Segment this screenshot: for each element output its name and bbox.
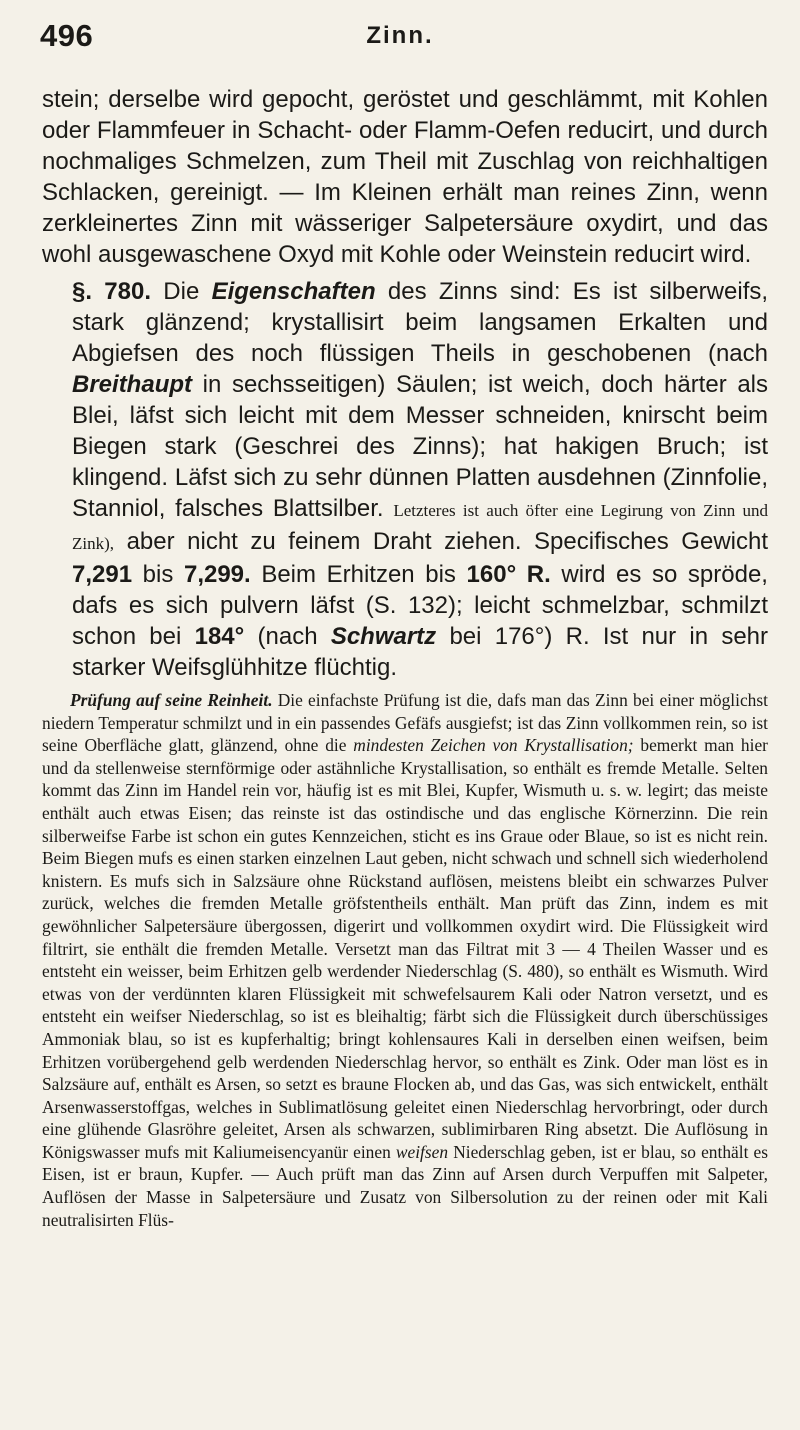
section-number: §. 780.	[72, 278, 151, 305]
running-head: Zinn.	[366, 22, 434, 49]
page-header	[40, 18, 760, 58]
text-run: bei 176°) R. Ist nur in sehr starker Weifsglühhitze flüchtig.	[72, 623, 769, 681]
text-run: des Zinns sind: Es ist silberweifs, stark glänzend; krystallisirt beim langsamen Erkalten und Abgiefsen des noch flüssigen Theils in geschobenen (nach	[72, 278, 769, 367]
italic-phrase: mindesten Zeichen von Krystallisation;	[353, 735, 634, 756]
text-run: (nach	[257, 623, 318, 650]
text-run: Die	[163, 278, 200, 305]
text-run: Die einfachste Prüfung ist die, dafs man das Zinn bei einer möglichst niedern Temperatur schmilzt und in ein passendes Gefäfs ausgiefst; ist das Zinn vollkommen rein, so ist seine Oberfläche glatt, glänzend, ohne die	[42, 690, 768, 756]
small-note: Letzteres ist auch öfter eine Legirung von Zinn und Zink),	[72, 501, 768, 553]
text-run: wird es so spröde, dafs es sich pulvern läfst (S. 132); leicht schmelzbar, schmilzt schon bei	[72, 561, 768, 650]
purity-test-paragraph	[42, 689, 768, 1231]
specific-gravity-high: 7,299.	[183, 561, 251, 588]
text-run: Niederschlag geben, ist er blau, so enthält es Eisen, ist er braun, Kupfer. — Auch prüft man das Zinn auf Arsen durch Verpuffen mit Salpeter, Auflösen der Masse in Salpetersäure und Zusatz von Silbersolution zu der reinen oder mit Kali neutralisirten Flüs-	[42, 1141, 768, 1230]
page-number: 496	[40, 18, 94, 53]
text-run: bemerkt man hier und da stellenweise sternförmige oder astähnliche Krystallisation, so enthält es fremde Metalle. Selten kommt das Zinn im Handel rein vor, häufig ist es mit Blei, Kupfer, Wismuth u. s. w. legirt; das meiste enthält auch etwas Eisen; das reinste ist das ostindische und das englische Körnerzinn. Die rein silberweifse Farbe ist schon ein gutes Kennzeichen, sticht es ins Graue oder Blaue, so ist es nicht rein. Beim Biegen mufs es einen starken einzelnen Laut geben, nicht schwach und schnell sich wiederholend knistern. Es mufs sich in Salzsäure ohne Rückstand auflösen, meistens bleibt ein schwarzes Pulver zurück, welches die fremden Metalle gröfstentheils enthält. Man prüft das Zinn, indem es mit gewöhnlicher Salpetersäure übergossen, digerirt und vollkommen oxydirt wird. Die Flüssigkeit wird filtrirt, sie enthält die fremden Metalle. Versetzt man das Filtrat mit 3 — 4 Theilen Wasser und es entsteht ein weisser, beim Erhitzen gelb werdender Niederschlag (S. 480), so enthält es Wismuth. Wird etwas von der verdünnten klaren Flüssigkeit mit schwefelsaurem Kali oder Natron versetzt, und es entsteht ein weifser Niederschlag, so ist es bleihaltig; färbt sich die Flüssigkeit durch überschüssiges Ammoniak blau, so ist es kupferhaltig; bringt kohlensaures Kali in derselben einen weifsen, beim Erhitzen vorübergehend gelb werdenden Niederschlag hervor, so enthält es Zink. Oder man löst es in Salzsäure auf, enthält es Arsen, so setzt es braune Flocken ab, und das Gas, was sich entwickelt, enthält Arsenwasserstoffgas, welches in Sublimatlösung geleitet einen Niederschlag hervorbringt, oder durch eine glühende Glasröhre geleitet, Arsen als schwarzen, sublimirbaren Ring absetzt. Die Auflösung in Königswasser mufs mit Kaliumeisencyanür einen	[42, 735, 768, 1162]
author-schwartz: Schwartz	[330, 623, 437, 650]
temperature-184: 184°	[194, 623, 245, 650]
text-run: bis	[142, 561, 174, 588]
text-run: aber nicht zu feinem Draht ziehen. Specifisches Gewicht	[126, 528, 768, 555]
italic-word: weifsen	[395, 1141, 449, 1162]
text-run: Beim Erhitzen bis	[261, 561, 456, 588]
temperature-160: 160° R.	[466, 561, 551, 588]
section-780-paragraph	[42, 276, 768, 683]
body-text	[42, 84, 768, 1231]
text-run: in sechsseitigen) Säulen; ist weich, doch härter als Blei, läfst sich leicht mit dem Messer schneiden, knirscht beim Biegen stark (Geschrei des Zinns); hat hakigen Bruch; ist klingend. Läfst sich zu sehr dünnen Platten ausdehnen (Zinnfolie, Stanniol, falsches Blattsilber.	[72, 371, 769, 522]
specific-gravity-low: 7,291	[72, 561, 133, 588]
section-title: Eigenschaften	[211, 278, 376, 305]
purity-test-heading: Prüfung auf seine Reinheit.	[70, 690, 273, 710]
paragraph-continuation: stein; derselbe wird gepocht, geröstet und geschlämmt, mit Kohlen oder Flammfeuer in Schacht- oder Flamm-Oefen reducirt, und durch nochmaliges Schmelzen, zum Theil mit Zuschlag von reichhaltigen Schlacken, gereinigt. — Im Kleinen erhält man reines Zinn, wenn zerkleinertes Zinn mit wässeriger Salpetersäure oxydirt, und das wohl ausgewaschene Oxyd mit Kohle oder Weinstein reducirt wird.	[42, 86, 768, 268]
author-breithaupt: Breithaupt	[72, 371, 192, 398]
